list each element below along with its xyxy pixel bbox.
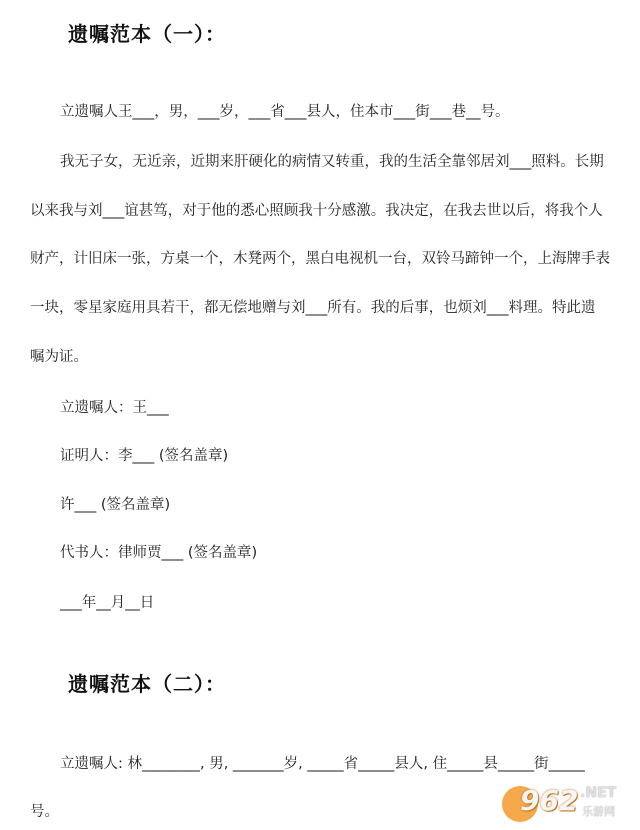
- testator-intro-line-2: 立遗嘱人: 林________, 男, _______岁, _____省_____县人, 住_____县_____街_____: [60, 756, 585, 772]
- will-paragraph-line-2: 以来我与刘___谊甚笃，对于他的悉心照顾我十分感激。我决定，在我去世以后，将我个人: [30, 203, 603, 219]
- watermark-number: 962: [520, 784, 579, 817]
- section-title-1: 遗嘱范本（一）：: [68, 22, 226, 46]
- section-title-2: 遗嘱范本（二）：: [68, 672, 226, 696]
- watermark-net-text: .NET: [580, 785, 617, 801]
- witness-1-line: 证明人：李___ (签名盖章): [60, 448, 229, 464]
- will-paragraph-line-1: 我无子女，无近亲，近期来肝硬化的病情又转重，我的生活全靠邻居刘___照料。长期: [60, 154, 604, 170]
- testator-signature-line: 立遗嘱人：王___: [60, 400, 169, 416]
- site-watermark-logo: [502, 784, 632, 824]
- scribe-line: 代书人：律师贾___ (签名盖章): [60, 545, 258, 561]
- testator-intro-line: 立遗嘱人王___，男，___岁，___省___县人，住本市___街___巷__号。: [60, 104, 510, 120]
- will-paragraph-line-4: 一块，零星家庭用具若干，都无偿地赠与刘___所有。我的后事，也烦刘___料理。特此遗: [30, 300, 596, 316]
- testator-intro-line-2-cont: 号。: [30, 804, 59, 820]
- witness-2-line: 许___ (签名盖章): [60, 497, 171, 513]
- watermark-site-name: 乐游网: [582, 805, 615, 818]
- will-paragraph-line-5: 嘱为证。: [30, 349, 88, 365]
- will-paragraph-line-3: 财产，计旧床一张，方桌一个，木凳两个，黑白电视机一台，双铃马蹄钟一个，上海牌手表: [30, 251, 610, 267]
- date-line: ___年__月__日: [60, 595, 155, 611]
